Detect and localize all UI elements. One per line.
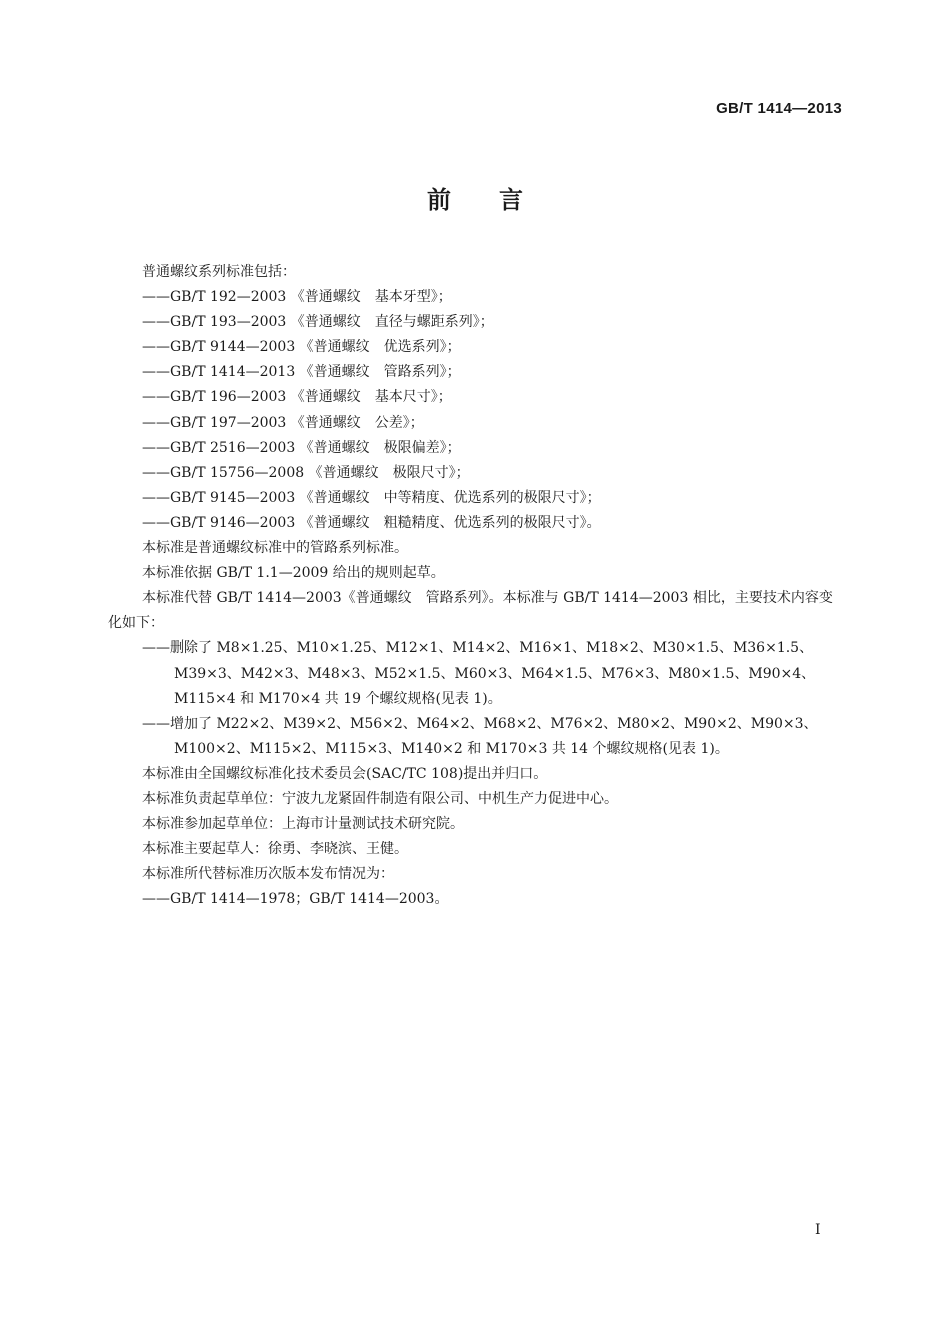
list-item: ——GB/T 15756—2008 《普通螺纹 极限尺寸》； [142, 464, 470, 481]
change-item-added: ——增加了 M22×2、M39×2、M56×2、M64×2、M68×2、M76×2、M80×2、M90×2、M90×3、M100×2、M115×2、M115×3、M140×2 和 M170×3 共 14 个螺纹规格(见表 1)。 [142, 715, 818, 757]
paragraph-drafters: 本标准主要起草人：徐勇、李晓滨、王健。 [142, 841, 408, 858]
list-item: ——GB/T 9144—2003 《普通螺纹 优选系列》； [142, 339, 461, 356]
paragraph-participating-unit: 本标准参加起草单位：上海市计量测试技术研究院。 [142, 816, 464, 833]
paragraph-replacement: 本标准代替 GB/T 1414—2003《普通螺纹 管路系列》。本标准与 GB/T 1414—2003 相比，主要技术内容变化如下： [108, 590, 833, 632]
change-item-deleted: ——删除了 M8×1.25、M10×1.25、M12×1、M14×2、M16×1、M18×2、M30×1.5、M36×1.5、M39×3、M42×3、M48×3、M52×1.5、M60×3、M64×1.5、M76×3、M80×1.5、M90×4、M115×4 和 M170×4 共 19 个螺纹规格(见表 1)。 [142, 640, 816, 707]
paragraph-scope: 本标准是普通螺纹标准中的管路系列标准。 [142, 540, 408, 557]
list-item: ——GB/T 1414—2013 《普通螺纹 管路系列》； [142, 364, 461, 381]
intro-paragraph: 普通螺纹系列标准包括： [142, 264, 296, 280]
page-title: 前 言 [427, 186, 523, 214]
document-body [108, 260, 844, 912]
list-item: ——GB/T 9145—2003 《普通螺纹 中等精度、优选系列的极限尺寸》； [142, 489, 601, 506]
list-item: ——GB/T 197—2003 《普通螺纹 公差》； [142, 414, 424, 431]
list-item: ——GB/T 192—2003 《普通螺纹 基本牙型》； [142, 289, 452, 306]
paragraph-drafting-unit: 本标准负责起草单位：宁波九龙紧固件制造有限公司、中机生产力促进中心。 [142, 790, 618, 807]
paragraph-drafting-rules: 本标准依据 GB/T 1.1—2009 给出的规则起草。 [142, 565, 445, 582]
list-item: ——GB/T 2516—2003 《普通螺纹 极限偏差》； [142, 439, 461, 456]
list-item: ——GB/T 9146—2003 《普通螺纹 粗糙精度、优选系列的极限尺寸》。 [142, 514, 601, 531]
list-item: ——GB/T 193—2003 《普通螺纹 直径与螺距系列》； [142, 314, 494, 331]
page-number: I [815, 1222, 821, 1238]
standard-code: GB/T 1414—2013 [716, 100, 842, 117]
paragraph-proposer: 本标准由全国螺纹标准化技术委员会(SAC/TC 108)提出并归口。 [142, 765, 548, 782]
paragraph-history-intro: 本标准所代替标准历次版本发布情况为： [142, 866, 394, 883]
history-item: ——GB/T 1414—1978；GB/T 1414—2003。 [142, 891, 449, 908]
list-item: ——GB/T 196—2003 《普通螺纹 基本尺寸》； [142, 389, 452, 406]
